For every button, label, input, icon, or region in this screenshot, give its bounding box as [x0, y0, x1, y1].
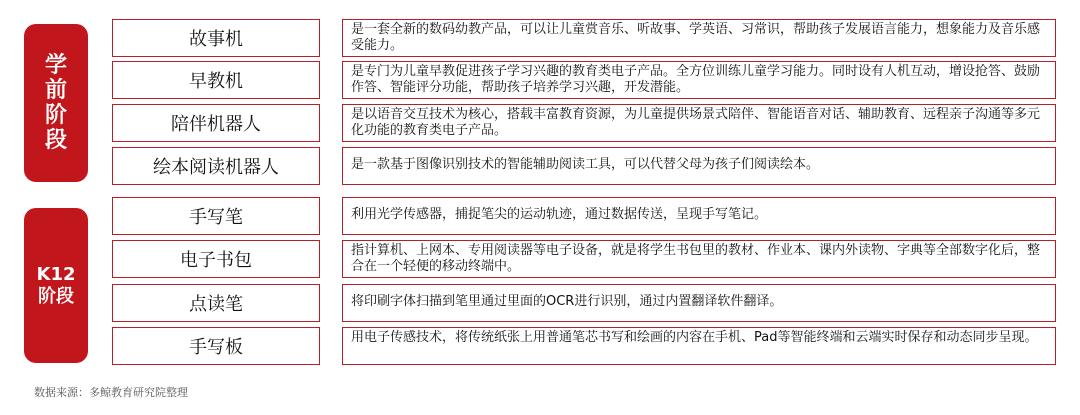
product-description-box — [342, 147, 1056, 185]
product-description-box — [342, 61, 1056, 99]
product-row — [112, 284, 1056, 322]
product-description: 是以语音交互技术为核心，搭载丰富教育资源，为儿童提供场景式陪伴、智能语音对话、辅助教育、远程亲子沟通等多元化功能的教育类电子产品。 — [351, 107, 1041, 138]
stage-label-line: 学 — [44, 53, 67, 78]
product-description-box — [342, 104, 1056, 142]
product-description-box — [342, 197, 1056, 235]
product-description-box — [342, 240, 1056, 278]
stage-badge-preschool — [24, 24, 88, 182]
product-name: 早教机 — [112, 61, 320, 99]
product-name: 电子书包 — [112, 240, 320, 278]
product-name: 绘本阅读机器人 — [112, 147, 320, 185]
product-description-box — [342, 284, 1056, 322]
product-description: 是一套全新的数码幼教产品，可以让儿童赏音乐、听故事、学英语、习常识，帮助孩子发展语言能力，想象能力及音乐感受能力。 — [351, 22, 1041, 53]
product-name: 手写板 — [112, 327, 320, 365]
product-row — [112, 61, 1056, 99]
stage-label-line: K12 — [36, 263, 76, 285]
product-name: 手写笔 — [112, 197, 320, 235]
stage-badge-k12 — [24, 208, 88, 363]
product-row — [112, 104, 1056, 142]
product-row — [112, 240, 1056, 278]
product-name: 陪伴机器人 — [112, 104, 320, 142]
product-description: 指计算机、上网本、专用阅读器等电子设备，就是将学生书包里的教材、作业本、课内外读物、字典等全部数字化后，整合在一个轻便的移动终端中。 — [351, 243, 1041, 274]
product-description: 是专门为儿童早教促进孩子学习兴趣的教育类电子产品。全方位训练儿童学习能力。同时设有人机互动，增设抢答、鼓励作答、智能评分功能，帮助孩子培养学习兴趣，开发潜能。 — [351, 64, 1041, 95]
product-name: 点读笔 — [112, 284, 320, 322]
product-description-box — [342, 327, 1056, 365]
stage-label-line: 阶段 — [38, 285, 74, 307]
product-description: 将印刷字体扫描到笔里通过里面的OCR进行识别，通过内置翻译软件翻译。 — [351, 294, 783, 309]
product-row — [112, 197, 1056, 235]
product-name: 故事机 — [112, 19, 320, 57]
product-description-box — [342, 19, 1056, 57]
stage-label-line: 阶 — [44, 103, 67, 128]
product-description: 利用光学传感器，捕捉笔尖的运动轨迹，通过数据传送，呈现手写笔记。 — [351, 207, 768, 222]
product-row — [112, 19, 1056, 57]
product-row — [112, 327, 1056, 365]
stage-label-line: 前 — [44, 78, 67, 103]
product-row — [112, 147, 1056, 185]
product-description: 用电子传感技术，将传统纸张上用普通笔芯书写和绘画的内容在手机、Pad等智能终端和云端实时保存和动态同步呈现。 — [351, 330, 1038, 345]
data-source-note: 数据来源：多鲸教育研究院整理 — [34, 386, 188, 399]
product-description: 是一款基于图像识别技术的智能辅助阅读工具，可以代替父母为孩子们阅读绘本。 — [351, 157, 820, 172]
stage-label-line: 段 — [44, 128, 67, 153]
